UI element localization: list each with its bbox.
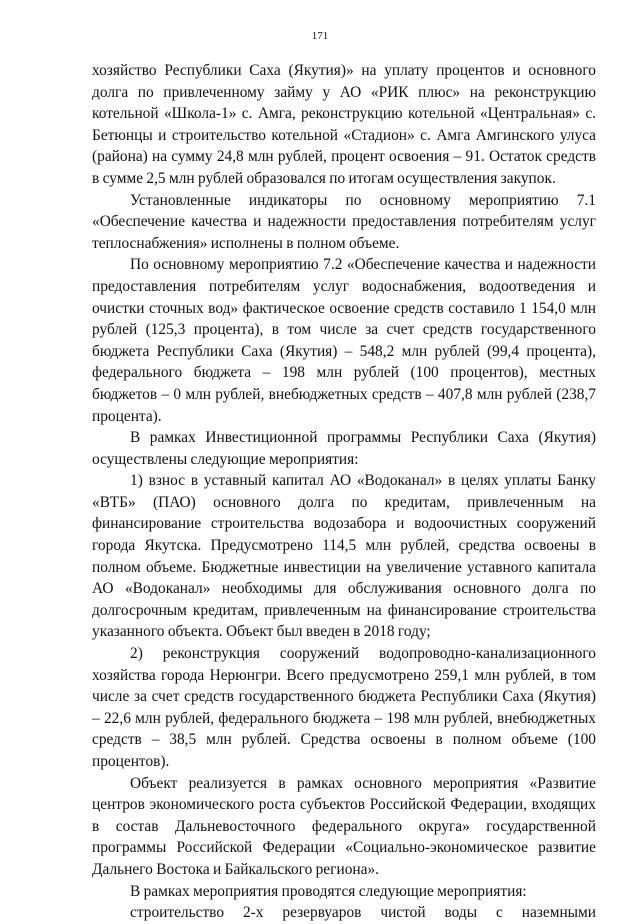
paragraph-1: хозяйство Республики Саха (Якутия)» на уплату процентов и основного долга по привлеченному займу у АО «РИК плюс» на реконструкцию котельной «Школа-1» с. Амга, реконструкцию котельной «Центральная» с. Бетюнцы и строительство котельной «Стадион» с. Амга Амгинского улуса (района) на сумму 24,8 млн рублей, процент освоения – 91. Остаток средств в сумме 2,5 млн рублей образовался по итогам осуществления закупок. [92, 62, 596, 187]
body-text [92, 60, 596, 924]
paragraph-5: 1) взнос в уставный капитал АО «Водоканал» в целях уплаты Банку «ВТБ» (ПАО) основного долга по кредитам, привлеченным на финансирование строительства водозабора и водоочистных сооружений города Якутска. Предусмотрено 114,5 млн рублей, средства освоены в полном объеме. Бюджетные инвестиции на увеличение уставного капитала АО «Водоканал» необходимы для обслуживания основного долга по долгосрочным кредитам, привлеченным на финансирование строительства указанного объекта. Объект был введен в 2018 году; [92, 472, 596, 641]
paragraph-9: строительство 2-х резервуаров чистой воды с наземными [130, 904, 596, 922]
paragraph-7: Объект реализуется в рамках основного мероприятия «Развитие центров экономического роста субъектов Российской Федерации, входящих в состав Дальневосточного федерального округа» государственной программы Российской Федерации «Социально-экономическое развитие Дальнего Востока и Байкальского региона». [92, 774, 596, 878]
paragraph-8: В рамках мероприятия проводятся следующие мероприятия: [130, 882, 527, 900]
paragraph-4: В рамках Инвестиционной программы Республики Саха (Якутия) осуществлены следующие мероприятия: [92, 429, 596, 468]
paragraph-3: По основному мероприятию 7.2 «Обеспечение качества и надежности предоставления потребителям услуг водоснабжения, водоотведения и очистки сточных вод» фактическое освоение средств составило 1 154,0 млн рублей (125,3 процента), в том числе за счет средств государственного бюджета Республики Саха (Якутия) – 548,2 млн рублей (99,4 процента), федерального бюджета – 198 млн рублей (100 процентов), местных бюджетов – 0 млн рублей, внебюджетных средств – 407,8 млн рублей (238,7 процента). [92, 256, 596, 425]
paragraph-2: Установленные индикаторы по основному мероприятию 7.1 «Обеспечение качества и надежности предоставления потребителям услуг теплоснабжения» исполнены в полном объеме. [92, 191, 596, 252]
paragraph-6: 2) реконструкция сооружений водопроводно-канализационного хозяйства города Нерюнгри. Всего предусмотрено 259,1 млн рублей, в том числе за счет средств государственного бюджета Республики Саха (Якутия) – 22,6 млн рублей, федерального бюджета – 198 млн рублей, внебюджетных средств – 38,5 млн рублей. Средства освоены в полном объеме (100 процентов). [92, 645, 596, 770]
page-number: 171 [311, 30, 329, 42]
